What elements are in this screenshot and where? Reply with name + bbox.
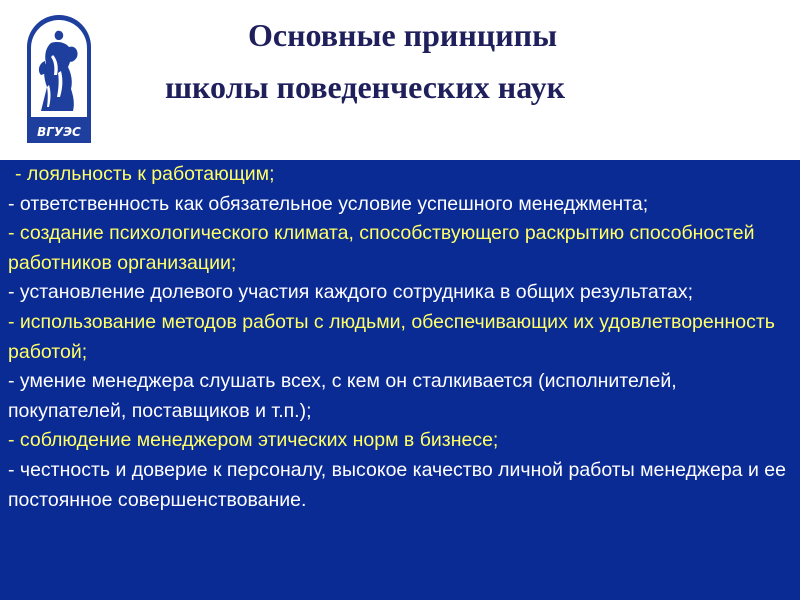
list-item: - честность и доверие к персоналу, высокое качество личной работы менеджера и ее постоянное совершенствование. bbox=[8, 458, 786, 511]
list-item: - создание психологического климата, способствующего раскрытию способностей работников организации; bbox=[8, 222, 755, 274]
list-item: - умение менеджера слушать всех, с кем он сталкивается (исполнителей, покупателей, поставщиков и т.п.); bbox=[8, 370, 677, 422]
slide-header bbox=[0, 0, 800, 160]
logo-text: ВГУЭС bbox=[37, 125, 81, 139]
list-item: - лояльность к работающим; bbox=[15, 163, 275, 185]
list-item: - использование методов работы с людьми, обеспечивающих их удовлетворенность работой; bbox=[8, 310, 775, 363]
list-item: - установление долевого участия каждого сотрудника в общих результатах; bbox=[8, 281, 694, 304]
vgues-logo-icon bbox=[27, 15, 91, 145]
title-line-2: школы поведенческих наук bbox=[165, 69, 566, 105]
principles-panel bbox=[0, 160, 800, 600]
title-line-1: Основные принципы bbox=[248, 17, 558, 53]
principles-list bbox=[8, 160, 793, 515]
list-item: - соблюдение менеджером этических норм в бизнесе; bbox=[8, 429, 499, 452]
list-item: - ответственность как обязательное условие успешного менеджмента; bbox=[8, 192, 649, 215]
